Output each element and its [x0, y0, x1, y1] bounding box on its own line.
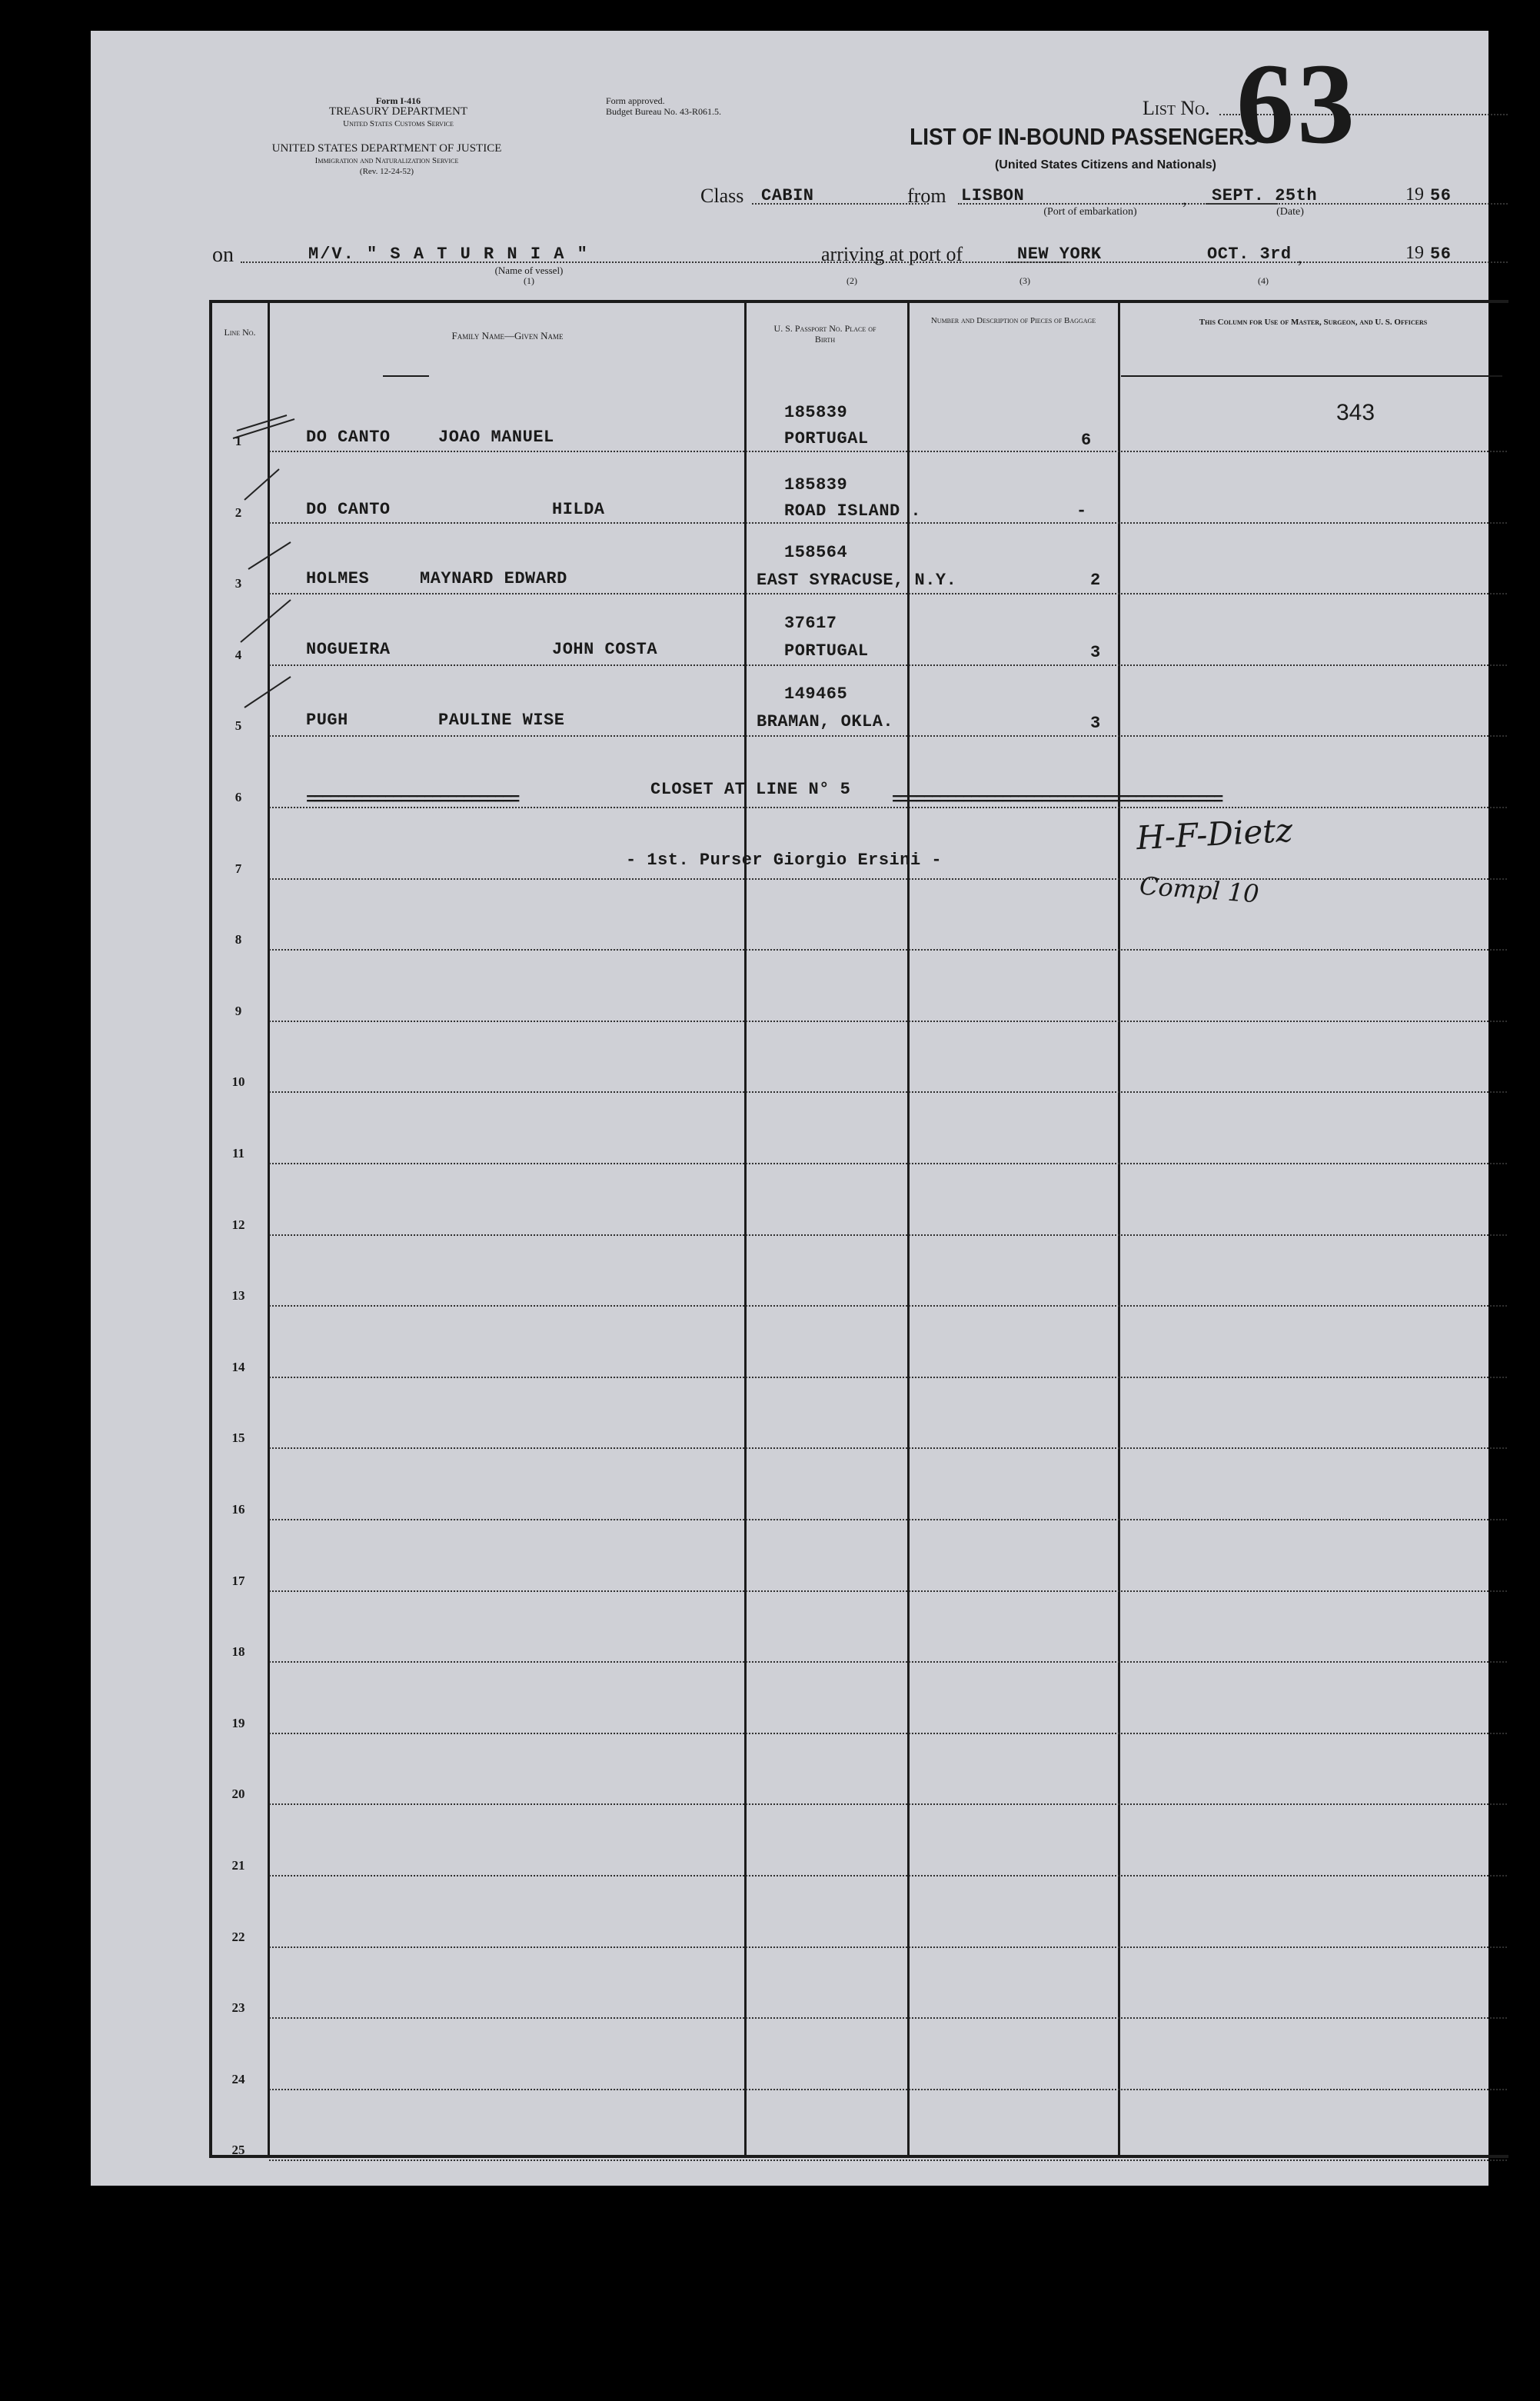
- row-rule: [269, 878, 1507, 880]
- manifest-page: Form I-416 TREASURY DEPARTMENT United States Customs Service UNITED STATES DEPARTMENT OF JUSTICE Immigration and Naturalization Service (Rev. 12-24-52) Form approved. Budget Bureau No. 43-R061.5. List No. 63 LIST OF IN-BOUND PASSENGERS (United States Citizens and Nationals) Class CABIN from LISBON (Port of embarkation) , SEPT. 25th 19 56 (Date) on M/V. " S A T U R N I A " (Name of vessel) (1) arriving at port of NEW YORK (2) (3) OCT. 3rd , 19 56 (4) Line No. Family Name—Given Name U. S. Passport No. Place of Birth Number and Description of Pieces of Baggage This Column for Use of Master, Surgeon, and U. S. Officers 1 2 3 4 5 6 7 8 9 10 11 12 13 14 15 16 17 18 19 20 21 22 23 24 25 DO CANTO JOAO MANUEL 185839 PORTUGAL 6 343 DO CANTO HILDA 185839 ROAD ISLAND . - HOLMES MAYNARD EDWARD 158564 EAST SYRACUSE, N.Y. 2 NOGUEIRA JOHN COSTA 37617 PORTUGAL 3 PUGH PAULINE WISE 149465 BRAMAN, OKLA. 3 =========================== CLOSET AT LINE N° 5 ========================================== - 1st. Purser Giorgio Ersini - H-F-Dietz Compl 10: [91, 31, 1488, 2186]
- place-of-birth: PORTUGAL: [784, 641, 869, 661]
- baggage-count: -: [1076, 501, 1087, 521]
- purser-line: - 1st. Purser Giorgio Ersini -: [626, 851, 943, 870]
- row-rule: [269, 1305, 1507, 1307]
- list-title: LIST OF IN-BOUND PASSENGERS: [910, 123, 1259, 150]
- line-number: 1: [234, 434, 242, 448]
- arrival-year: 56: [1430, 245, 1452, 264]
- row-rule: [269, 1661, 1507, 1663]
- line-number: 12: [231, 1217, 245, 1232]
- line-number: 22: [231, 1929, 245, 1944]
- header-officers: This Column for Use of Master, Surgeon, and U. S. Officers: [1199, 318, 1428, 327]
- arrival-year-prefix: 19: [1405, 243, 1424, 263]
- given-name: HILDA: [552, 500, 605, 519]
- on-label: on: [212, 243, 234, 267]
- col-divider-name: [744, 300, 747, 2156]
- row-rule: [269, 593, 1507, 594]
- from-value: LISBON: [961, 186, 1025, 205]
- table-left-border: [209, 300, 212, 2156]
- baggage-count: 3: [1090, 643, 1101, 662]
- row-rule: [269, 1091, 1507, 1093]
- passport-number: 149465: [784, 684, 848, 704]
- family-name: DO CANTO: [306, 428, 391, 447]
- col-divider-baggage: [1118, 300, 1120, 2156]
- row-rule: [269, 1519, 1507, 1520]
- line-number: 20: [231, 1787, 245, 1802]
- row-rule: [269, 451, 1507, 452]
- passport-number: 37617: [784, 614, 837, 633]
- table-bottom-border: [209, 2155, 1508, 2158]
- line-number: 5: [234, 718, 242, 734]
- line-number: 11: [231, 1146, 245, 1161]
- row-rule: [269, 1733, 1507, 1734]
- list-no-value: 63: [1236, 40, 1358, 168]
- line-number: 21: [231, 1858, 245, 1873]
- baggage-count: 3: [1090, 714, 1101, 733]
- line-number: 13: [231, 1288, 245, 1304]
- list-subtitle: (United States Citizens and Nationals): [994, 158, 1217, 172]
- list-no-label: List No.: [1143, 97, 1210, 119]
- dept-justice: UNITED STATES DEPARTMENT OF JUSTICE: [271, 142, 502, 155]
- officer-signature-note: Compl 10: [1138, 871, 1260, 909]
- col1-caption: (1): [524, 275, 534, 286]
- customs-service: United States Customs Service: [343, 119, 454, 128]
- row-rule: [269, 949, 1507, 951]
- treasury-dept: TREASURY DEPARTMENT: [328, 105, 468, 118]
- baggage-count: 6: [1081, 431, 1092, 450]
- arriving-label: arriving at port of: [821, 243, 963, 265]
- line-number: 23: [231, 2000, 245, 2016]
- row-rule: [269, 1163, 1507, 1164]
- revision: (Rev. 12-24-52): [359, 167, 414, 176]
- header-passport: U. S. Passport No. Place of Birth: [773, 323, 876, 345]
- form-approved: Form approved.: [606, 95, 665, 106]
- family-name: DO CANTO: [306, 500, 391, 519]
- baggage-count: 2: [1090, 571, 1101, 590]
- line-number: 15: [231, 1430, 245, 1446]
- check-marks: [214, 392, 429, 761]
- row-rule: [269, 522, 1507, 524]
- line-number: 25: [231, 2143, 245, 2158]
- from-label: from: [907, 185, 946, 207]
- line-number: 17: [231, 1573, 245, 1588]
- given-name: JOHN COSTA: [552, 640, 658, 659]
- col4-caption: (4): [1258, 275, 1269, 286]
- row-rule: [269, 1590, 1507, 1592]
- row-rule: [269, 1875, 1507, 1877]
- line-number: 6: [234, 790, 242, 804]
- place-of-birth: PORTUGAL: [784, 429, 869, 448]
- given-name: JOAO MANUEL: [438, 428, 554, 447]
- row-rule: [269, 1803, 1507, 1805]
- given-name: MAYNARD EDWARD: [420, 569, 567, 588]
- line-number: 7: [234, 861, 242, 876]
- row-rule: [269, 1021, 1507, 1022]
- date-caption: (Date): [1276, 206, 1304, 218]
- line-number: 2: [234, 505, 242, 520]
- given-name: PAULINE WISE: [438, 711, 565, 730]
- row-rule: [269, 2160, 1507, 2161]
- vessel-value: M/V. " S A T U R N I A ": [308, 245, 589, 264]
- passport-number: 185839: [784, 475, 848, 495]
- row-rule: [269, 1447, 1507, 1449]
- passport-number: 185839: [784, 403, 848, 422]
- line-number: 8: [234, 932, 242, 947]
- date-year: 56: [1430, 186, 1452, 205]
- family-name: PUGH: [306, 711, 348, 730]
- arrival-date: OCT. 3rd: [1207, 245, 1292, 264]
- vessel-caption: (Name of vessel): [494, 265, 564, 276]
- row-rule: [269, 735, 1507, 737]
- officer-note: 343: [1336, 400, 1375, 425]
- port-caption: (Port of embarkation): [1043, 206, 1137, 218]
- passport-number: 158564: [784, 543, 848, 562]
- form-id: Form I-416: [375, 95, 421, 106]
- budget-bureau: Budget Bureau No. 43-R061.5.: [606, 106, 721, 117]
- row-rule: [269, 1234, 1507, 1236]
- ins-service: Immigration and Naturalization Service: [314, 156, 459, 165]
- line-number: 3: [234, 576, 242, 591]
- line-number: 4: [234, 647, 242, 662]
- table-top-border: [209, 300, 1508, 303]
- row-rule: [269, 664, 1507, 666]
- family-name: NOGUEIRA: [306, 640, 391, 659]
- closing-line: CLOSET AT LINE N° 5: [650, 780, 851, 799]
- family-name: HOLMES: [306, 569, 370, 588]
- class-value: CABIN: [761, 186, 814, 205]
- officer-signature: H-F-Dietz: [1135, 811, 1294, 858]
- line-number: 19: [231, 1715, 245, 1730]
- row-rule: [269, 1377, 1507, 1378]
- place-of-birth: ROAD ISLAND .: [784, 501, 922, 521]
- line-number: 14: [231, 1359, 245, 1374]
- line-number: 10: [231, 1074, 245, 1090]
- col2-caption: (2): [847, 275, 857, 286]
- arrival-port: NEW YORK: [1017, 245, 1102, 264]
- row-rule: [269, 1946, 1507, 1948]
- header-name: Family Name—Given Name: [451, 330, 564, 341]
- line-number: 24: [231, 2071, 245, 2086]
- col3-caption: (3): [1019, 275, 1030, 286]
- line-number: 16: [231, 1502, 245, 1517]
- class-label: Class: [700, 185, 744, 207]
- header-line-no: Line No.: [224, 327, 256, 338]
- header-baggage: Number and Description of Pieces of Baggage: [930, 316, 1096, 325]
- row-rule: [269, 2017, 1507, 2019]
- place-of-birth: EAST SYRACUSE, N.Y.: [757, 571, 957, 590]
- place-of-birth: BRAMAN, OKLA.: [757, 712, 894, 731]
- line-number: 9: [234, 1003, 242, 1018]
- date-value: SEPT. 25th: [1212, 186, 1318, 205]
- line-number: 18: [231, 1644, 245, 1660]
- row-rule: [269, 2089, 1507, 2090]
- date-year-prefix: 19: [1405, 185, 1424, 205]
